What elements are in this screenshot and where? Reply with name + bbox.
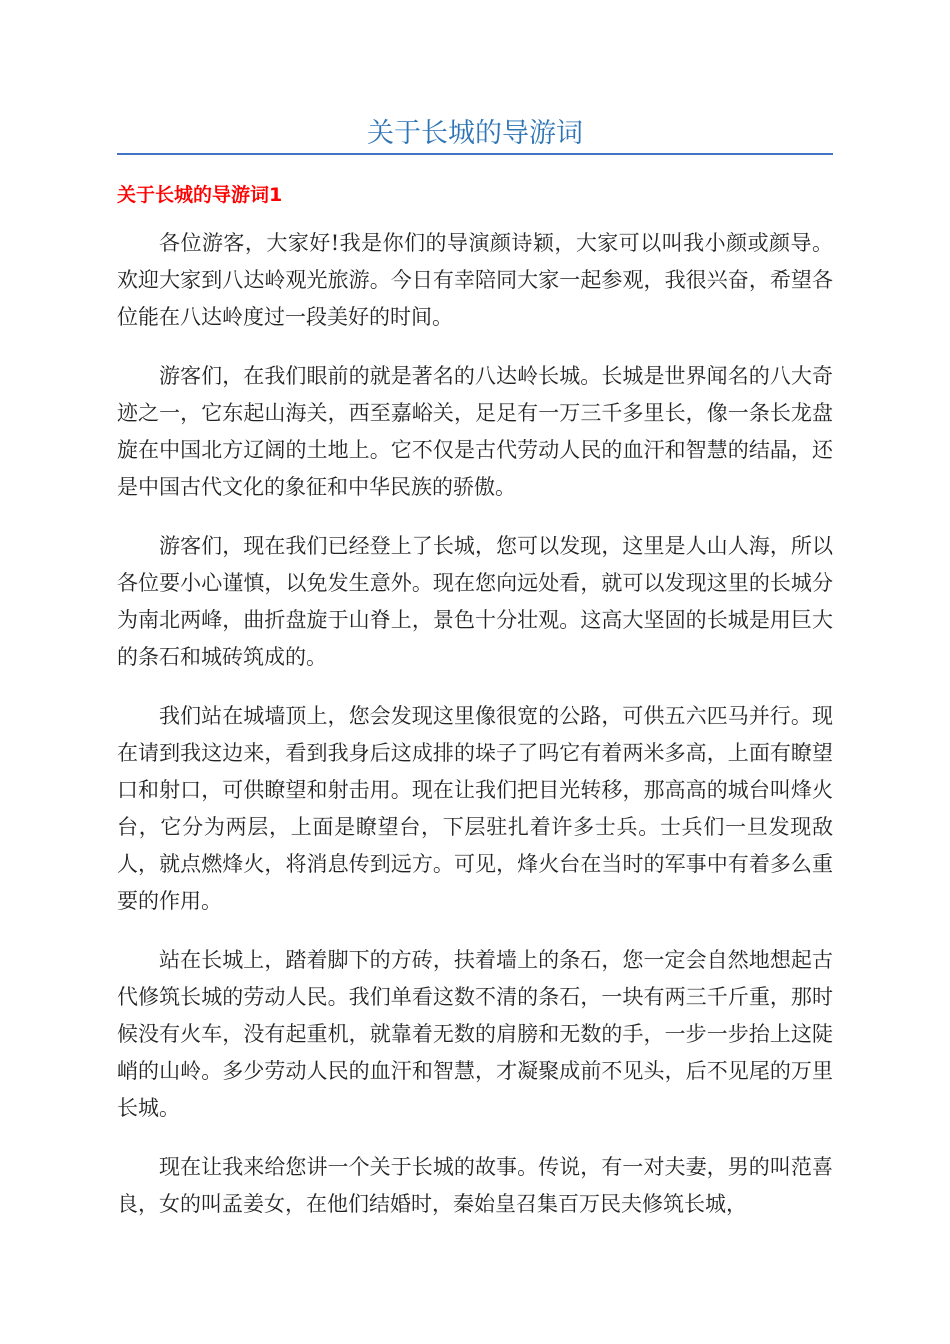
- paragraph-4: 我们站在城墙顶上，您会发现这里像很宽的公路，可供五六匹马并行。现在请到我这边来，看到我身后这成排的垛子了吗它有着两米多高，上面有瞭望口和射口，可供瞭望和射击用。现在让我们把目光转移，那高高的城台叫烽火台，它分为两层，上面是瞭望台，下层驻扎着许多士兵。士兵们一旦发现敌人，就点燃烽火，将消息传到远方。可见，烽火台在当时的军事中有着多么重要的作用。: [117, 704, 833, 913]
- paragraph-1: 各位游客，大家好!我是你们的导演颜诗颖，大家可以叫我小颜或颜导。欢迎大家到八达岭观光旅游。今日有幸陪同大家一起参观，我很兴奋，希望各位能在八达岭度过一段美好的时间。: [117, 231, 833, 329]
- document-body: [117, 225, 833, 1245]
- paragraph-6: 现在让我来给您讲一个关于长城的故事。传说，有一对夫妻，男的叫范喜良，女的叫孟姜女，在他们结婚时，秦始皇召集百万民夫修筑长城，: [117, 1155, 833, 1216]
- title-underline: [117, 153, 833, 155]
- paragraph-3: 游客们，现在我们已经登上了长城，您可以发现，这里是人山人海，所以各位要小心谨慎，以免发生意外。现在您向远处看，就可以发现这里的长城分为南北两峰，曲折盘旋于山脊上，景色十分壮观。这高大坚固的长城是用巨大的条石和城砖筑成的。: [117, 534, 833, 669]
- paragraph-2: 游客们，在我们眼前的就是著名的八达岭长城。长城是世界闻名的八大奇迹之一，它东起山海关，西至嘉峪关，足足有一万三千多里长，像一条长龙盘旋在中国北方辽阔的土地上。它不仅是古代劳动人民的血汗和智慧的结晶，还是中国古代文化的象征和中华民族的骄傲。: [117, 364, 833, 499]
- document-title: 关于长城的导游词: [367, 118, 583, 149]
- paragraph-5: 站在长城上，踏着脚下的方砖，扶着墙上的条石，您一定会自然地想起古代修筑长城的劳动人民。我们单看这数不清的条石，一块有两三千斤重，那时候没有火车，没有起重机，就靠着无数的肩膀和无数的手，一步一步抬上这陡峭的山岭。多少劳动人民的血汗和智慧，才凝聚成前不见头，后不见尾的万里长城。: [117, 948, 833, 1120]
- section-heading: 关于长城的导游词1: [117, 184, 283, 206]
